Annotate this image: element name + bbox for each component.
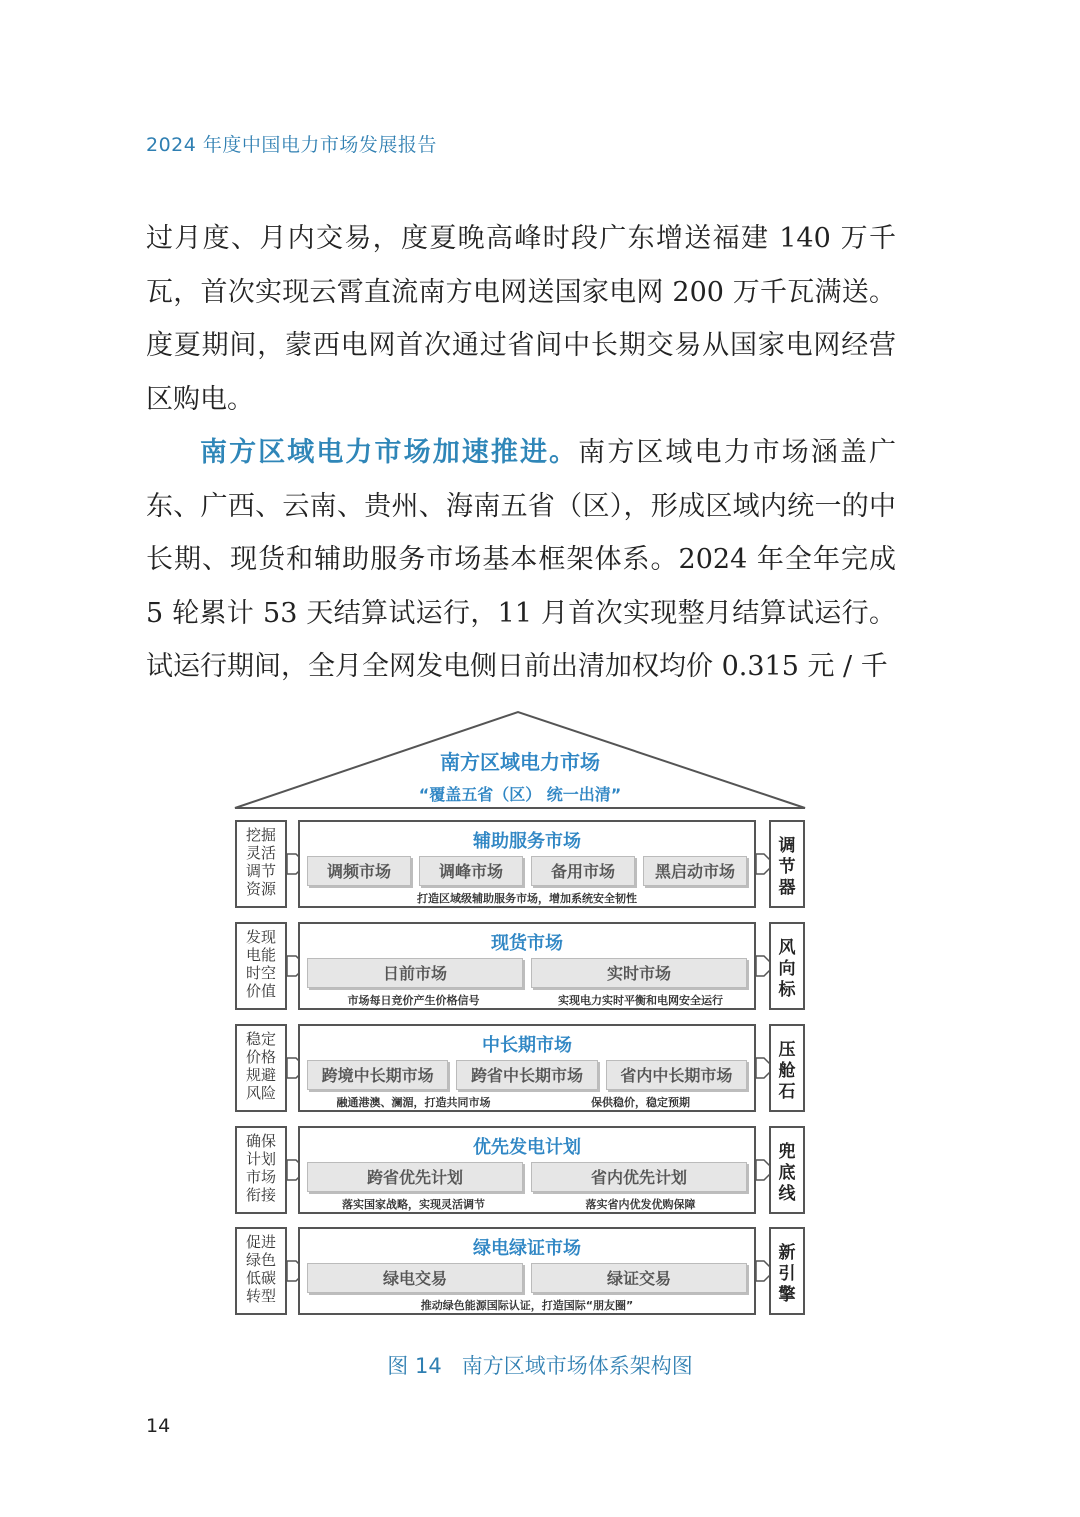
paragraph-1: 过月度、月内交易，度夏晚高峰时段广东增送福建 140 万千瓦，首次实现云霄直流南方电网送国家电网 200 万千瓦满送。度夏期间，蒙西电网首次通过省间中长期交易从国家电网经营区购电。: [146, 223, 896, 415]
tier-sub-market: 调峰市场: [419, 856, 523, 886]
tier-right-text: 标: [778, 980, 796, 1000]
tier-left-text: 价值: [245, 982, 276, 1000]
tier-left-text: 风险: [245, 1084, 276, 1102]
tier-main-box: [298, 1126, 756, 1214]
tier-left-text: 发现: [245, 928, 276, 946]
tier-right-text: 线: [778, 1184, 796, 1204]
tier-left-text: 计划: [245, 1150, 276, 1168]
tier-left-text: 规避: [245, 1066, 276, 1084]
tier-right-text: 新: [778, 1243, 796, 1263]
roof-subtitle: “覆盖五省（区） 统一出清”: [418, 785, 622, 804]
tier-right-text: 底: [778, 1163, 796, 1183]
tier-right-label: [769, 922, 805, 1010]
paragraph-2-body: 南方区域电力市场涵盖广东、广西、云南、贵州、海南五省（区），形成区域内统一的中长期、现货和辅助服务市场基本框架体系。2024 年全年完成 5 轮累计 53 天结算试运行，11 月首次实现整月结算试运行。试运行期间，全月全网发电侧日前出清加权均价 0.315 元 / 千: [146, 437, 897, 682]
tier-note: 打造区域级辅助服务市场，增加系统安全韧性: [417, 892, 637, 905]
tier-note: 落实省内优发优购保障: [585, 1198, 696, 1211]
tier-right-text: 兜: [778, 1142, 796, 1162]
body-text: [146, 212, 896, 694]
paragraph-2: [146, 426, 896, 694]
tier-main-box: [298, 922, 756, 1010]
tier-right-text: 舱: [778, 1061, 796, 1081]
tier-right-text: 向: [778, 959, 796, 979]
tier-note: 实现电力实时平衡和电网安全运行: [558, 994, 723, 1007]
tier-left-text: 低碳: [245, 1269, 276, 1287]
tier-left-text: 电能: [245, 946, 276, 964]
tier-title: 辅助服务市场: [473, 831, 581, 852]
tier-right-text: 擎: [778, 1285, 796, 1305]
tier-right-label: [769, 1024, 805, 1112]
tier-sub-market: 日前市场: [307, 958, 523, 988]
tier-sub-market: 黑启动市场: [643, 856, 747, 886]
tier-left-text: 灵活: [245, 844, 276, 862]
tier-left-text: 确保: [245, 1132, 276, 1150]
tier-right-text: 引: [778, 1264, 796, 1284]
tier-note: 保供稳价，稳定预期: [591, 1096, 690, 1109]
tier-sub-market: 实时市场: [531, 958, 747, 988]
running-header: 2024 年度中国电力市场发展报告: [146, 134, 437, 156]
tier-left-label: [235, 820, 287, 908]
tier-left-text: 时空: [245, 964, 276, 982]
tier-sub-market: 绿证交易: [531, 1263, 747, 1293]
figure-caption: [0, 1350, 1080, 1380]
tier-left-label: [235, 1227, 287, 1315]
tier-sub-market: 跨省中长期市场: [456, 1060, 597, 1090]
tier-sub-market: 备用市场: [531, 856, 635, 886]
tier-left-text: 稳定: [245, 1030, 276, 1048]
tier-right-text: 节: [778, 857, 796, 877]
tier-left-text: 价格: [245, 1048, 276, 1066]
tier-left-text: 资源: [245, 880, 276, 898]
tier-right-label: [769, 820, 805, 908]
tier-sub-market: 调频市场: [307, 856, 411, 886]
tier-title: 绿电绿证市场: [473, 1238, 581, 1259]
tier-left-label: [235, 1024, 287, 1112]
figure-caption-text: 南方区域市场体系架构图: [461, 1354, 693, 1378]
tier-sub-market: 跨省优先计划: [307, 1162, 523, 1192]
tier-note: 推动绿色能源国际认证，打造国际“朋友圈”: [420, 1299, 634, 1312]
tier-sub-market: 省内优先计划: [531, 1162, 747, 1192]
tier-left-label: [235, 1126, 287, 1214]
tier-right-label: [769, 1126, 805, 1214]
tier-right-text: 石: [778, 1082, 796, 1102]
tier-title: 优先发电计划: [473, 1137, 581, 1158]
tier-title: 现货市场: [491, 933, 563, 954]
tier-main-box: [298, 1024, 756, 1112]
paragraph-2-lead: 南方区域电力市场加速推进。: [200, 437, 579, 468]
tier-left-text: 调节: [245, 862, 276, 880]
tier-right-label: [769, 1227, 805, 1315]
tier-title: 中长期市场: [482, 1035, 572, 1056]
roof-title: 南方区域电力市场: [440, 750, 600, 774]
tier-left-text: 转型: [245, 1287, 276, 1305]
figure-caption-label: 图 14: [387, 1354, 442, 1378]
tier-note: 融通港澳、澜湄，打造共同市场: [336, 1096, 491, 1109]
tier-note: 市场每日竞价产生价格信号: [347, 994, 480, 1007]
page-number: 14: [146, 1415, 171, 1437]
tier-sub-market: 省内中长期市场: [606, 1060, 747, 1090]
tier-main-box: [298, 820, 756, 908]
tier-right-text: 器: [778, 878, 796, 898]
tier-left-text: 衔接: [245, 1186, 276, 1204]
tier-left-text: 挖掘: [245, 826, 276, 844]
tier-note: 落实国家战略，实现灵活调节: [342, 1198, 485, 1211]
tier-sub-market: 绿电交易: [307, 1263, 523, 1293]
tier-right-text: 调: [778, 836, 796, 856]
tier-right-text: 风: [778, 938, 796, 958]
tier-left-text: 绿色: [245, 1251, 276, 1269]
tier-left-text: 促进: [245, 1233, 276, 1251]
market-architecture-diagram: [232, 710, 808, 1320]
tier-left-text: 市场: [245, 1168, 276, 1186]
tier-left-label: [235, 922, 287, 1010]
tier-right-text: 压: [778, 1040, 796, 1060]
tier-main-box: [298, 1227, 756, 1315]
tier-sub-market: 跨境中长期市场: [307, 1060, 448, 1090]
